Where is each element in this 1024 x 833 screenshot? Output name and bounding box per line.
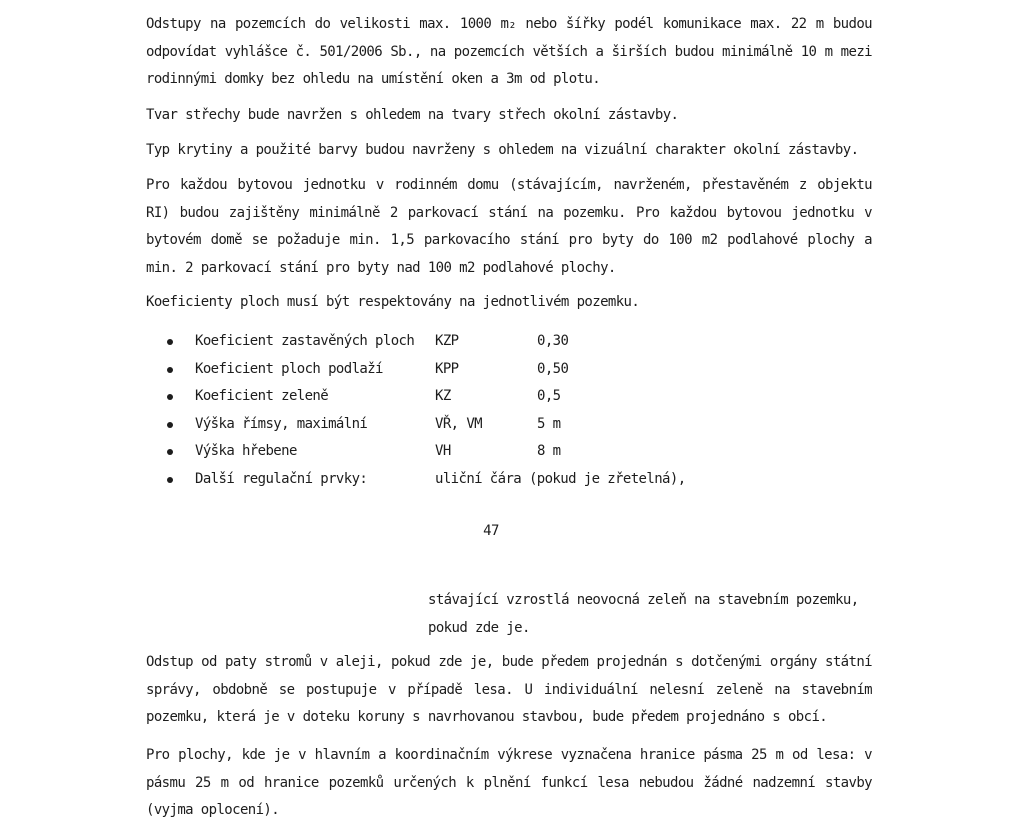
- list-item: [146, 383, 872, 411]
- bullet-icon: [167, 394, 173, 400]
- coefficient-label: Koeficient ploch podlaží: [195, 360, 383, 377]
- coefficient-code: uliční čára (pokud je zřetelná),: [435, 470, 686, 487]
- coefficient-code: VH: [435, 443, 451, 459]
- bullet-icon: [167, 422, 173, 428]
- bullet-icon: [167, 449, 173, 455]
- paragraph-roof-shape: Tvar střechy bude navržen s ohledem na tvary střech okolní zástavby.: [146, 107, 679, 123]
- coefficient-value: 0,50: [537, 360, 569, 377]
- coefficient-value: 0,30: [537, 333, 569, 349]
- paragraph-parking: Pro každou bytovou jednotku v rodinném domu (stávajícím, navrženém, přestavěném z objektu RI) budou zajištěny minimálně 2 parkovací stání na pozemku. Pro každou bytovou jednotku v bytovém domě se požaduje min. 1,5 parkovacího stání pro byty do 100 m2 podlahové plochy a min. 2 parkovací stání pro byty nad 100 m2 podlahové plochy.: [146, 177, 872, 276]
- coefficient-code: KZP: [435, 333, 459, 349]
- coefficient-label: Výška římsy, maximální: [195, 415, 368, 432]
- list-item: [146, 438, 872, 466]
- paragraph-coefficients-intro: Koeficienty ploch musí být respektovány na jednotlivém pozemku.: [146, 294, 640, 310]
- paragraph-forest-zone: Pro plochy, kde je v hlavním a koordinačním výkrese vyznačena hranice pásma 25 m od lesa: v pásmu 25 m od hranice pozemků určených k plnění funkcí lesa nebudou žádné nadzemní stavby (vyjma oplocení).: [146, 747, 872, 818]
- paragraph-setbacks: Odstupy na pozemcích do velikosti max. 1000 m₂ nebo šířky podél komunikace max. 22 m budou odpovídat vyhlášce č. 501/2006 Sb., na pozemcích větších a širších budou minimálně 10 m mezi rodinnými domky bez ohledu na umístění oken a 3m od plotu.: [146, 16, 872, 87]
- coefficient-label: Koeficient zeleně: [195, 388, 329, 404]
- list-item: [146, 356, 872, 384]
- page-number: 47: [483, 523, 499, 539]
- coefficient-label: Koeficient zastavěných ploch: [195, 333, 415, 349]
- paragraph-greenery-continuation: stávající vzrostlá neovocná zeleň na stavebním pozemku, pokud zde je.: [428, 592, 859, 636]
- coefficient-code: KPP: [435, 360, 459, 377]
- coefficient-label: Výška hřebene: [195, 443, 297, 459]
- list-item: [146, 466, 872, 494]
- bullet-icon: [167, 477, 173, 483]
- bullet-icon: [167, 367, 173, 373]
- list-item: [146, 328, 872, 356]
- coefficient-value: 0,5: [537, 388, 561, 404]
- coefficient-code: KZ: [435, 388, 451, 404]
- coefficient-value: 5 m: [537, 415, 561, 432]
- coefficient-value: 8 m: [537, 443, 561, 459]
- coefficient-label: Další regulační prvky:: [195, 470, 368, 487]
- coefficient-list: [146, 328, 872, 493]
- list-item: [146, 411, 872, 439]
- bullet-icon: [167, 339, 173, 345]
- paragraph-tree-distance: Odstup od paty stromů v aleji, pokud zde je, bude předem projednán s dotčenými orgány státní správy, obdobně se postupuje v případě lesa. U individuální nelesní zeleně na stavebním pozemku, která je v doteku koruny s navrhovanou stavbou, bude předem projednáno s obcí.: [146, 654, 872, 725]
- paragraph-roofing-type: Typ krytiny a použité barvy budou navrženy s ohledem na vizuální charakter okolní zástavby.: [146, 142, 859, 158]
- coefficient-code: VŘ, VM: [435, 415, 482, 432]
